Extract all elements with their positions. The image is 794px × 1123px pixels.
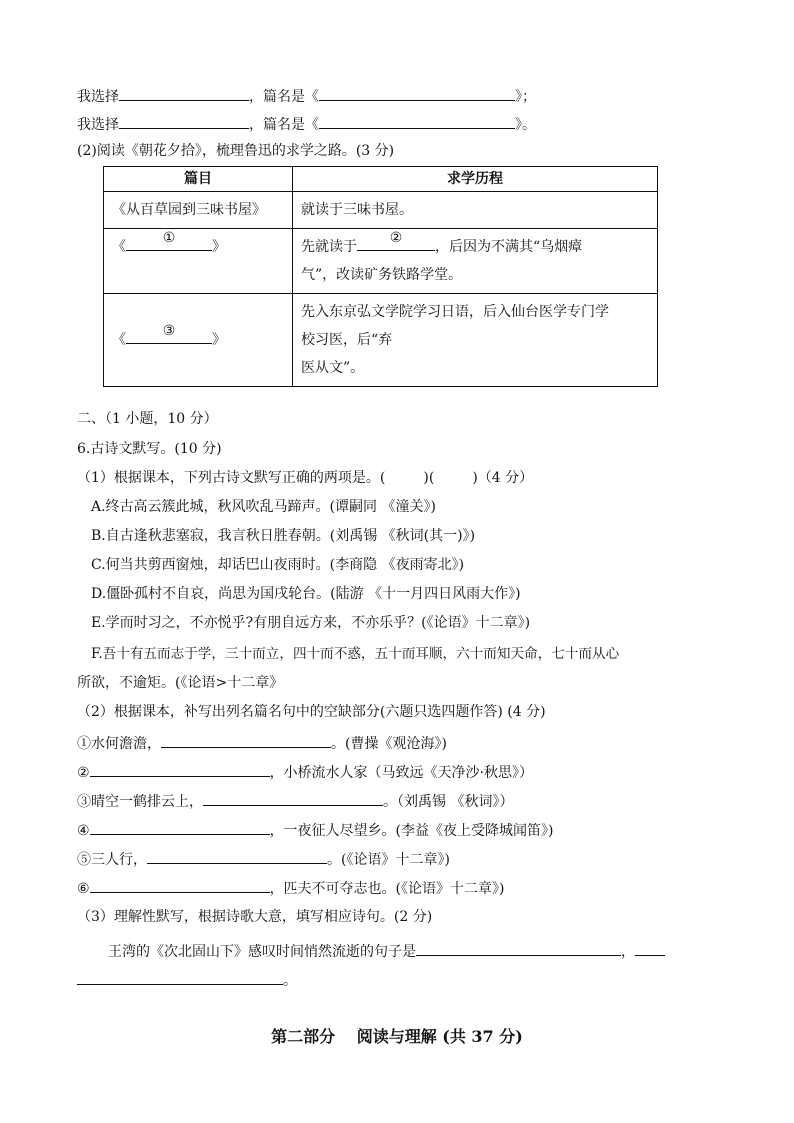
fill-post: 。（刘禹锡 《秋词》） xyxy=(383,794,514,810)
cell-text: 先就读于 xyxy=(301,239,357,255)
choice-line-1 xyxy=(77,86,536,106)
poem-blank-1[interactable] xyxy=(416,941,621,956)
fill-post: ，匹夫不可夺志也。(《论语》十二章》) xyxy=(269,881,505,897)
fill-blank[interactable] xyxy=(203,791,383,806)
fill-pre: ⑤三人行， xyxy=(77,852,147,868)
sub1-end: )（4 分） xyxy=(472,470,534,486)
title-blank[interactable] xyxy=(319,86,515,101)
part2-prompt: (2)阅读《朝花夕拾》，梳理鲁迅的求学之路。(3 分) xyxy=(77,143,395,159)
fill-blank[interactable] xyxy=(161,733,331,748)
table-cell: 就读于三味书屋。 xyxy=(293,192,658,229)
fill-pre: ⑥ xyxy=(77,881,90,897)
fill-pre: ①水何澹澹， xyxy=(77,736,161,752)
blank-mark: ① xyxy=(162,230,176,246)
table-header: 篇目 xyxy=(104,167,293,192)
fill-pre: ③晴空一鹤排云上， xyxy=(77,794,203,810)
table-row xyxy=(104,229,658,294)
choice-label: 我选择 xyxy=(77,117,119,133)
bracket-close: 》 xyxy=(212,239,226,255)
question-6: 6.古诗文默写。(10 分) xyxy=(77,441,222,457)
fill-post: 。(曹操《观沧海》) xyxy=(331,736,447,752)
choice-label: 我选择 xyxy=(77,89,119,105)
fill-blank[interactable] xyxy=(147,849,327,864)
blank-mark: ③ xyxy=(162,323,176,339)
table-cell xyxy=(293,294,658,387)
table-cell xyxy=(293,229,658,294)
cell-text: 医从文”。 xyxy=(301,360,365,376)
table-cell: 《从百草园到三味书屋》 xyxy=(104,192,293,229)
section-title: 二、（1 小题，10 分） xyxy=(77,411,218,427)
fill-line xyxy=(77,878,505,898)
comma: ， xyxy=(621,944,635,960)
option-a: A.终古高云簇此城，秋风吹乱马蹄声。(谭嗣同 《潼关》) xyxy=(91,499,436,515)
poem-blank-2[interactable] xyxy=(77,970,283,985)
table-header-row xyxy=(104,167,658,192)
fill-post: ，一夜征人尽望乡。(李益《夜上受降城闻笛》) xyxy=(269,823,554,839)
fill-post: 。(《论语》十二章》) xyxy=(327,852,450,868)
blank-mark: ② xyxy=(389,230,403,246)
sub3-text: 王湾的《次北固山下》感叹时间悄然流逝的句子是 xyxy=(108,944,416,960)
title-label: ，篇名是《 xyxy=(249,89,319,105)
sub1-mid: )( xyxy=(423,470,435,486)
option-d: D.僵卧孤村不自哀，尚思为国戌轮台。(陆游 《十一月四日风雨大作》) xyxy=(91,586,521,602)
fill-post: ，小桥流水人家（马致远《天净沙·秋思》） xyxy=(269,765,534,781)
part2-heading: 第二部分 阅读与理解 (共 37 分) xyxy=(271,1027,523,1046)
table-cell xyxy=(104,229,293,294)
fill-line xyxy=(77,820,554,840)
option-e: E.学而时习之，不亦悦乎?有朋自远方来，不亦乐乎？(《论语》十二章》) xyxy=(91,615,531,631)
option-c: C.何当共剪西窗烛，却话巴山夜雨时。(李商隐 《夜雨寄北》) xyxy=(91,557,465,573)
sub-question-3: （3）理解性默写，根据诗歌大意，填写相应诗句。(2 分) xyxy=(77,909,433,925)
table-cell xyxy=(104,294,293,387)
blank-2[interactable] xyxy=(357,230,435,251)
sub-question-1 xyxy=(77,469,533,487)
fill-pre: ④ xyxy=(77,823,90,839)
line-end: 》。 xyxy=(515,117,536,133)
table-row xyxy=(104,294,658,387)
bracket-open: 《 xyxy=(112,239,126,255)
option-f: F.吾十有五而志于学，三十而立，四十而不惑，五十而耳顺，六十而知天命，七十而从心 xyxy=(91,646,620,662)
cell-text: 气”，改读矿务铁路学堂。 xyxy=(301,267,463,283)
sub3-line-2 xyxy=(77,970,297,990)
table-row xyxy=(104,192,658,229)
choice-line-2 xyxy=(77,114,536,134)
fill-line xyxy=(77,791,513,811)
blank-3[interactable] xyxy=(126,323,212,344)
bracket-open: 《 xyxy=(112,332,126,348)
choice-blank[interactable] xyxy=(119,114,249,129)
bracket-close: 》 xyxy=(212,332,226,348)
line-end: 》； xyxy=(515,89,536,105)
blank-1[interactable] xyxy=(126,230,212,251)
title-blank[interactable] xyxy=(319,114,515,129)
sub-question-2: （2）根据课本，补写出列名篇名句中的空缺部分(六题只选四题作答) (4 分) xyxy=(77,704,546,720)
fill-line xyxy=(77,849,450,869)
option-f-cont: 所欲，不逾矩。(《论语>十二章》 xyxy=(77,675,284,691)
fill-blank[interactable] xyxy=(90,878,270,893)
poem-blank-2-start[interactable] xyxy=(635,941,665,956)
sub3-line xyxy=(108,941,665,961)
cell-text: 校习医，后“弃 xyxy=(301,332,393,348)
cell-text: ，后因为不满其“乌烟瘴 xyxy=(435,239,583,255)
choice-blank[interactable] xyxy=(119,86,249,101)
table-header: 求学历程 xyxy=(293,167,658,192)
study-path-table xyxy=(103,166,658,387)
title-label: ，篇名是《 xyxy=(249,117,319,133)
cell-text: 先入东京弘文学院学习日语，后入仙台医学专门学 xyxy=(301,304,609,320)
fill-pre: ② xyxy=(77,765,90,781)
fill-blank[interactable] xyxy=(90,762,270,777)
option-b: B.自古逢秋悲塞寂，我言秋日胜春朝。(刘禹锡 《秋词(其一)》) xyxy=(91,528,476,544)
sub1-text: （1）根据课本，下列古诗文默写正确的两项是。( xyxy=(77,470,386,486)
period: 。 xyxy=(283,973,297,989)
fill-line xyxy=(77,733,447,753)
fill-blank[interactable] xyxy=(90,820,270,835)
fill-line xyxy=(77,762,533,782)
